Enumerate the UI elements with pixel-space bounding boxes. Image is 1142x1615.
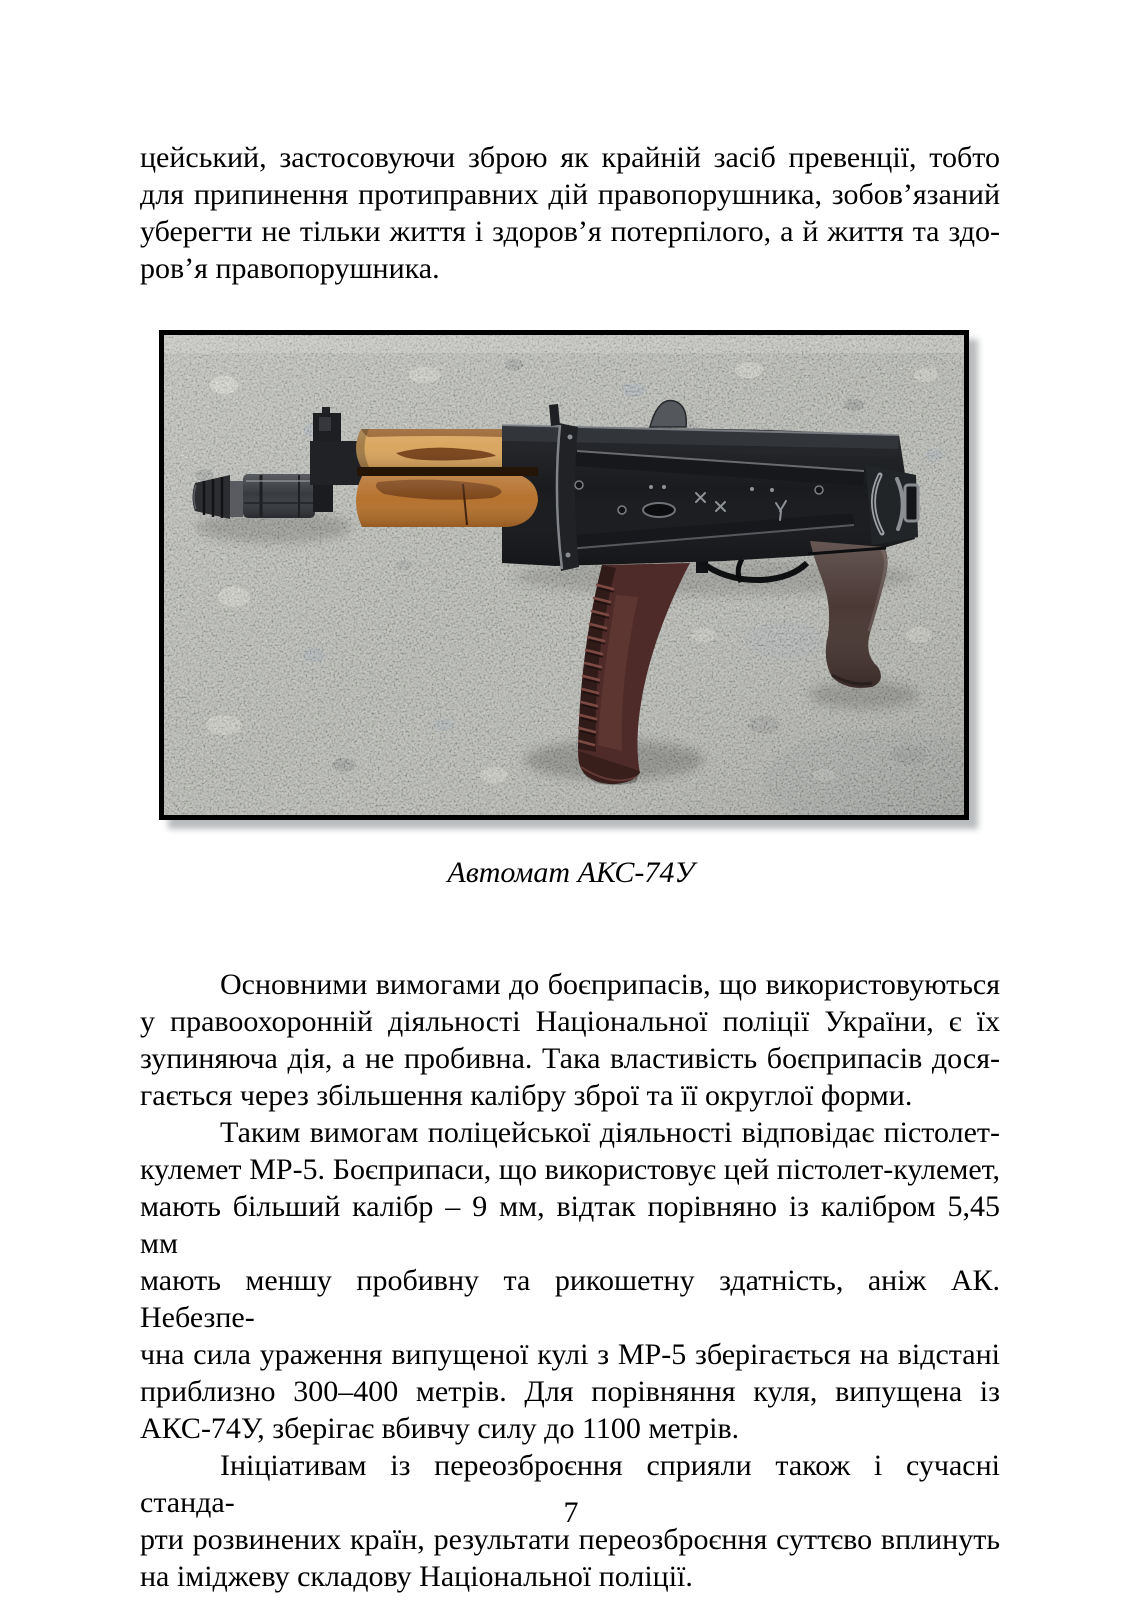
text-line: зупиняюча дія, а не пробивна. Така властивість боєприпасів дося- — [140, 1042, 1000, 1075]
text-line: уберегти не тільки життя і здоров’я потерпілого, а й життя та здо- — [140, 215, 1000, 248]
paragraph-continuation — [140, 139, 1000, 287]
rifle-stock-hinge — [866, 465, 918, 545]
text-line: для припинення протиправних дій правопорушника, зобов’язаний — [140, 178, 1000, 211]
text-line: мають меншу пробивну та рикошетну здатність, аніж АК. Небезпе- — [140, 1264, 1000, 1334]
page-number: 7 — [563, 1496, 579, 1529]
paragraph-mp5-comparison — [140, 1114, 1000, 1447]
text-line: Основними вимогами до боєприпасів, що використовуються — [220, 968, 1000, 1001]
aks74u-rifle-illustration — [164, 335, 964, 815]
figure-caption: Автомат АКС-74У — [447, 856, 695, 889]
text-line: гається через збільшення калібру зброї та її округлої форми. — [140, 1079, 913, 1112]
text-line: ров’я правопорушника. — [140, 252, 440, 285]
text-line: мають більший калібр – 9 мм, відтак порівняно із калібром 5,45 мм — [140, 1190, 1000, 1260]
text-line: рти розвинених країн, результати переозброєння суттєво вплинуть — [140, 1523, 1000, 1556]
text-line: на іміджеву складову Національної поліції. — [140, 1560, 693, 1593]
text-line: приблизно 300–400 метрів. Для порівняння куля, випущена із — [140, 1375, 1000, 1408]
paragraph-ammo-requirements — [140, 966, 1000, 1114]
figure-photo-aks74u — [159, 330, 969, 820]
text-line: АКС-74У, зберігає вбивчу силу до 1100 метрів. — [140, 1412, 740, 1445]
text-line: Таким вимогам поліцейської діяльності відповідає пістолет- — [220, 1116, 1000, 1149]
text-line: чна сила ураження випущеної кулі з МР-5 зберігається на відстані — [140, 1338, 1000, 1371]
text-line: цейський, застосовуючи зброю як крайній засіб превенції, тобто — [140, 141, 1000, 174]
text-line: у правоохоронній діяльності Національної поліції України, є їх — [140, 1005, 1000, 1038]
text-line: кулемет МР-5. Боєприпаси, що використовує цей пістолет-кулемет, — [140, 1153, 1000, 1186]
text-line: Ініціативам із переозброєння сприяли також і сучасні станда- — [140, 1449, 1000, 1519]
